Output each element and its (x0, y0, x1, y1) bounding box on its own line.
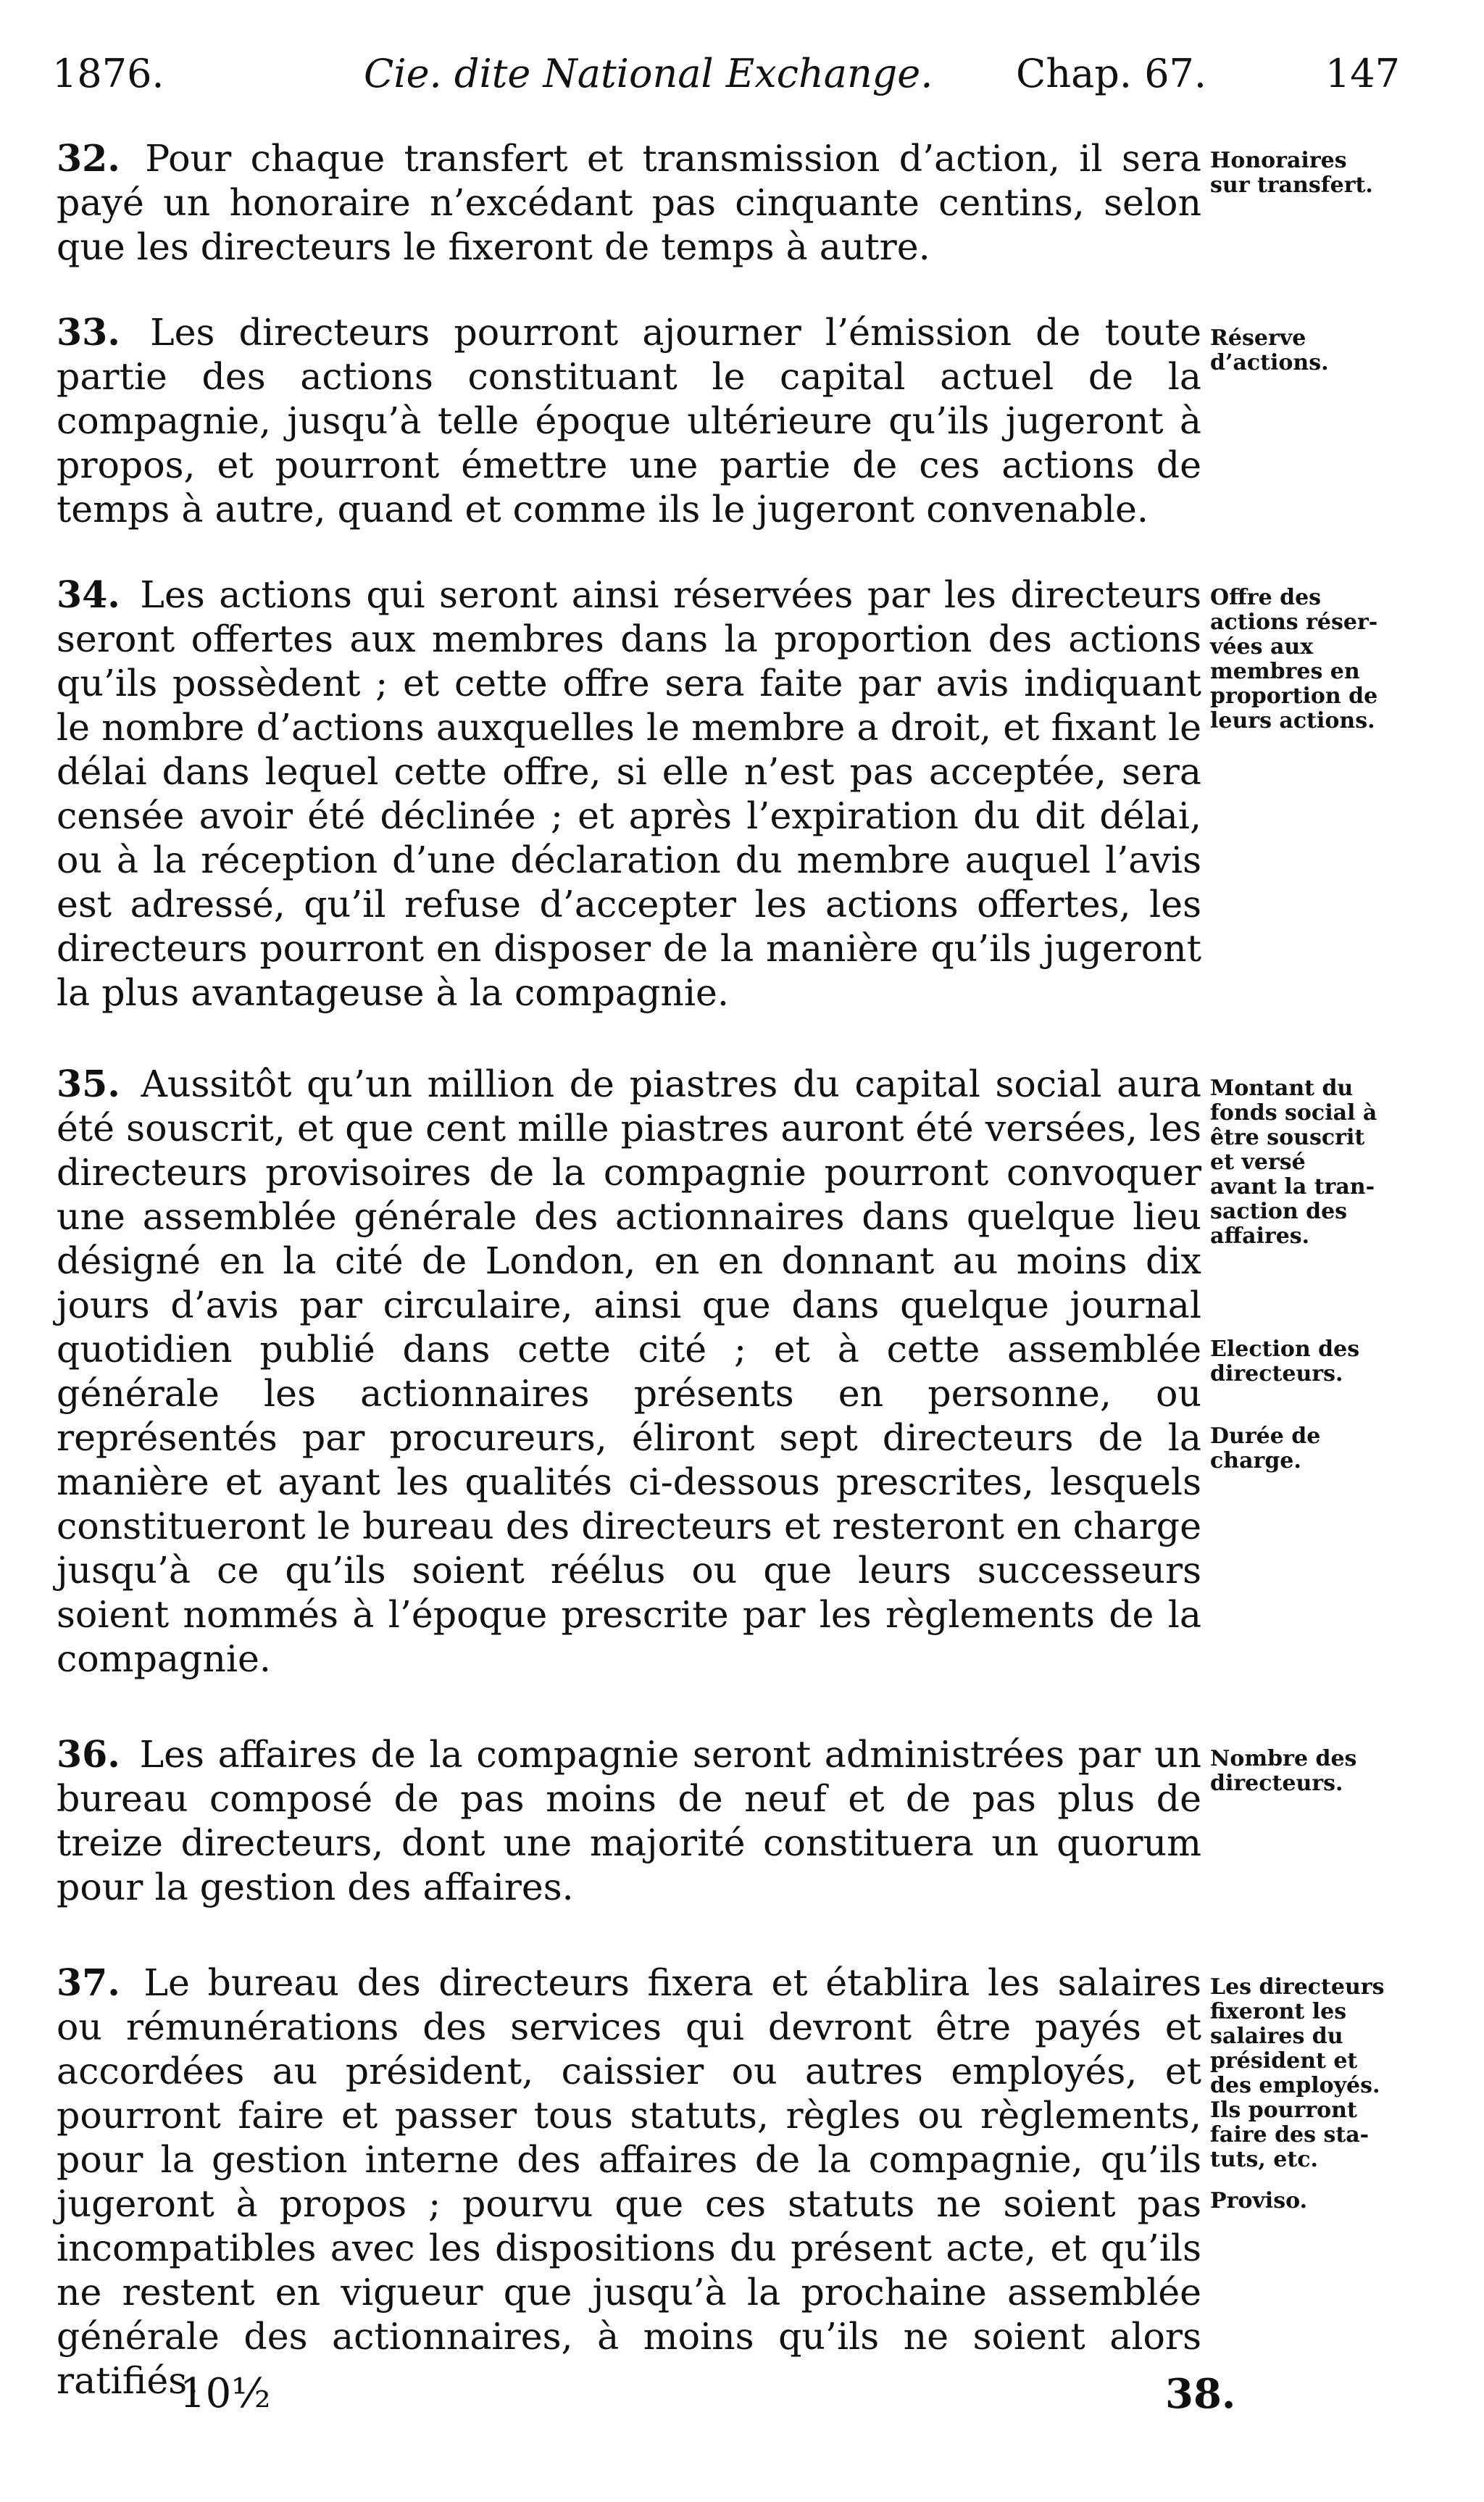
section-number: 33. (57, 311, 120, 354)
section-number: 32. (57, 137, 120, 180)
margin-line: président et (1210, 2048, 1358, 2074)
section-33 (57, 310, 1201, 531)
section-36 (57, 1732, 1201, 1909)
margin-line: être souscrit (1210, 1125, 1365, 1150)
margin-line: directeurs. (1210, 1361, 1343, 1387)
margin-line: membres en (1210, 659, 1360, 684)
margin-line: et versé (1210, 1150, 1306, 1175)
margin-line: Election des (1210, 1337, 1360, 1362)
section-37 (57, 1961, 1201, 2403)
margin-line: Ils pourront (1210, 2098, 1357, 2123)
page-header (52, 51, 1400, 116)
margin-line: sur transfert. (1210, 173, 1373, 198)
section-body (57, 136, 1201, 269)
margin-note-34 (1210, 586, 1420, 733)
section-text: Les directeurs pourront ajourner l’émission de toute partie des actions constituant le capital actuel de la compagnie, jusqu’à telle époque ultérieure qu’ils jugeront à propos, et pourront émettre une partie de ces actions de temps à autre, quand et comme ils le jugeront convenable. (57, 311, 1201, 531)
margin-line: vées aux (1210, 634, 1314, 660)
margin-line: charge. (1210, 1448, 1301, 1474)
margin-note-37 (1210, 1975, 1420, 2172)
section-number: 35. (57, 1063, 120, 1105)
section-body (57, 1732, 1201, 1909)
margin-line: tuts, etc. (1210, 2147, 1318, 2172)
margin-line: d’actions. (1210, 350, 1329, 375)
section-text: Les affaires de la compagnie seront administrées par un bureau composé de pas moins de neuf et de pas plus de treize directeurs, dont une majorité constituera un quorum pour la gestion des affaires. (57, 1733, 1201, 1908)
margin-line: avant la tran- (1210, 1174, 1375, 1200)
margin-note-35-duree (1210, 1424, 1420, 1474)
section-body (57, 310, 1201, 531)
section-text: Pour chaque transfert et transmission d’action, il sera payé un honoraire n’excédant pas cinquante centins, selon que les directeurs le fixeront de temps à autre. (57, 137, 1201, 268)
margin-note-37-proviso (1210, 2189, 1420, 2214)
signature-mark: 10½ (180, 2370, 271, 2417)
section-34 (57, 573, 1201, 1015)
section-text: Le bureau des directeurs fixera et établira les salaires ou rémunérations des services qui devront être payés et accordées au président, caissier ou autres employés, et pourront faire et passer tous statuts, règles ou règlements, pour la gestion interne des affaires de la compagnie, qu’ils jugeront à propos ; pourvu que ces statuts ne soient pas incompatibles avec les dispositions du présent acte, et qu’ils ne restent en vigueur que jusqu’à la prochaine assemblée générale des actionnaires, à moins qu’ils ne soient alors ratifiés. (57, 1961, 1201, 2402)
header-chapter: Chap. 67. (1016, 51, 1207, 96)
margin-line: Nombre des (1210, 1746, 1357, 1771)
margin-line: des employés. (1210, 2073, 1380, 2098)
margin-line: leurs actions. (1210, 708, 1375, 733)
margin-note-35 (1210, 1076, 1420, 1249)
margin-line: fixeront les (1210, 1999, 1347, 2024)
margin-line: actions réser- (1210, 610, 1378, 635)
section-text: Aussitôt qu’un million de piastres du capital social aura été souscrit, et que cent mille piastres auront été versées, les directeurs provisoires de la compagnie pourront convoquer une assemblée générale des actionnaires dans quelque lieu désigné en la cité de London, en en donnant au moins dix jours d’avis par circulaire, ainsi que dans quelque journal quotidien publié dans cette cité ; et à cette assemblée générale les actionnaires présents en personne, ou représentés par procureurs, éliront sept directeurs de la manière et ayant les qualités ci-dessous prescrites, lesquels constitueront le bureau des directeurs et resteront en charge jusqu’à ce qu’ils soient réélus ou que leurs successeurs soient nommés à l’époque prescrite par les règlements de la compagnie. (57, 1063, 1201, 1680)
page-footer (57, 2370, 1236, 2428)
margin-line: Réserve (1210, 325, 1306, 351)
margin-line: salaires du (1210, 2024, 1343, 2049)
catchword: 38. (1165, 2370, 1236, 2418)
margin-line: affaires. (1210, 1223, 1310, 1249)
margin-note-33 (1210, 326, 1420, 375)
margin-line: Honoraires (1210, 148, 1347, 173)
margin-note-36 (1210, 1747, 1420, 1796)
margin-line: Durée de (1210, 1424, 1321, 1449)
section-number: 36. (57, 1733, 120, 1776)
margin-note-35-election (1210, 1337, 1420, 1387)
header-year: 1876. (52, 51, 164, 96)
section-body (57, 573, 1201, 1015)
section-number: 37. (57, 1961, 120, 2004)
margin-line: Montant du (1210, 1076, 1354, 1101)
margin-line: fonds social à (1210, 1100, 1377, 1126)
margin-line: faire des sta- (1210, 2122, 1370, 2148)
margin-line: directeurs. (1210, 1771, 1343, 1796)
margin-line: Les directeurs (1210, 1974, 1385, 2000)
section-body (57, 1961, 1201, 2403)
margin-note-32 (1210, 149, 1420, 198)
margin-line: Proviso. (1210, 2188, 1308, 2214)
section-35 (57, 1062, 1201, 1681)
section-body (57, 1062, 1201, 1681)
header-title: Cie. dite National Exchange. (364, 51, 933, 96)
margin-line: Offre des (1210, 585, 1322, 610)
section-text: Les actions qui seront ainsi réservées par les directeurs seront offertes aux membres dans la proportion des actions qu’ils possèdent ; et cette offre sera faite par avis indiquant le nombre d’actions auxquelles le membre a droit, et fixant le délai dans lequel cette offre, si elle n’est pas acceptée, sera censée avoir été déclinée ; et après l’expiration du dit délai, ou à la réception d’une déclaration du membre auquel l’avis est adressé, qu’il refuse d’accepter les actions offertes, les directeurs pourront en disposer de la manière qu’ils jugeront la plus avantageuse à la compagnie. (57, 573, 1201, 1014)
margin-line: proportion de (1210, 683, 1378, 709)
section-32 (57, 136, 1201, 269)
section-number: 34. (57, 573, 120, 616)
header-page-number: 147 (1325, 51, 1400, 96)
margin-line: saction des (1210, 1199, 1348, 1224)
